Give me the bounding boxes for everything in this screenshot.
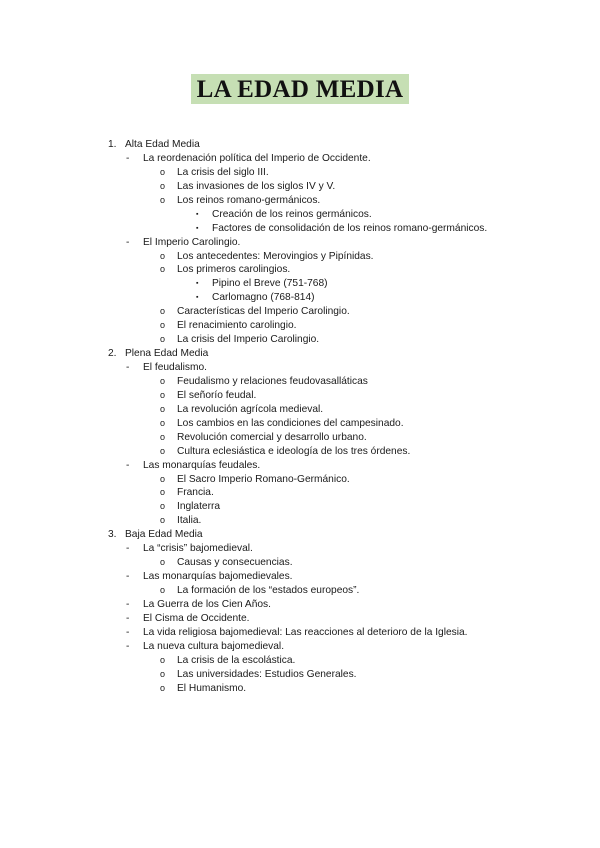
outline-subitem-marker: o — [160, 180, 166, 191]
outline-subitem-text: Italia. — [177, 515, 202, 527]
outline-subsubitem-marker: ▪ — [196, 224, 199, 232]
outline-item-text: El Imperio Carolingio. — [143, 236, 241, 248]
outline-subitem — [0, 403, 600, 417]
outline-subitem-marker: o — [160, 515, 166, 526]
outline-subsubitem-text: Pipino el Breve (751-768) — [212, 278, 328, 290]
outline-subitem — [0, 500, 600, 514]
outline-subsubitem-text: Factores de consolidación de los reinos romano-germánicos. — [212, 222, 488, 234]
outline-subsubitem-text: Carlomagno (768-814) — [212, 292, 315, 304]
outline-subitem-marker: o — [160, 417, 166, 428]
outline-item-marker: - — [126, 459, 130, 471]
outline-item — [0, 152, 600, 166]
section-heading-marker: 3. — [108, 529, 117, 541]
outline-subitem-marker: o — [160, 654, 166, 665]
outline-item-marker: - — [126, 626, 130, 638]
outline-subitem-text: La crisis del Imperio Carolingio. — [177, 334, 320, 346]
outline-subitem-marker: o — [160, 557, 166, 568]
outline-subitem-marker: o — [160, 320, 166, 331]
outline-subitem — [0, 166, 600, 180]
outline-item-text: La Guerra de los Cien Años. — [143, 598, 271, 610]
outline-subitem — [0, 445, 600, 459]
outline-item-marker: - — [126, 640, 130, 652]
outline-subitem-marker: o — [160, 585, 166, 595]
section-heading — [0, 528, 600, 542]
outline-subitem-marker: o — [160, 682, 166, 693]
outline-subsubitem-marker: ▪ — [196, 280, 199, 288]
outline-subitem-text: Las invasiones de los siglos IV y V. — [177, 180, 336, 192]
outline-subitem-text: El Sacro Imperio Romano-Germánico. — [177, 473, 350, 485]
outline-subitem-text: Características del Imperio Carolingio. — [177, 306, 350, 318]
outline-subitem-text: Cultura eclesiástica e ideología de los tres órdenes. — [177, 445, 411, 457]
outline-subitem — [0, 194, 600, 208]
outline-subitem — [0, 319, 600, 333]
outline-subitem-text: La formación de los “estados europeos”. — [177, 585, 360, 596]
outline-subitem-marker: o — [160, 166, 166, 177]
outline-item-marker: - — [126, 571, 130, 583]
outline-item-text: La reordenación política del Imperio de Occidente. — [143, 152, 371, 164]
outline-item-marker: - — [126, 362, 130, 373]
outline-subitem — [0, 333, 600, 347]
outline-subitem-marker: o — [160, 668, 166, 679]
outline-subsubitem — [0, 291, 600, 305]
outline-subitem — [0, 375, 600, 389]
outline-subitem-text: El Humanismo. — [177, 682, 247, 694]
outline-subitem-text: El señorío feudal. — [177, 389, 257, 401]
outline-subitem-text: Inglaterra — [177, 501, 221, 513]
section-heading-text: Plena Edad Media — [125, 348, 209, 360]
document-title: LA EDAD MEDIA — [191, 74, 410, 104]
outline-subitem — [0, 180, 600, 194]
outline-item — [0, 542, 600, 556]
outline-subitem-marker: o — [160, 194, 166, 205]
outline-item — [0, 236, 600, 250]
outline-subitem — [0, 682, 600, 696]
outline-subitem-marker: o — [160, 389, 166, 400]
outline-subitem-text: Revolución comercial y desarrollo urbano. — [177, 431, 367, 443]
outline-subitem — [0, 389, 600, 403]
outline-list — [0, 138, 600, 696]
outline-item-marker: - — [126, 543, 130, 555]
section-heading-marker: 2. — [108, 348, 117, 360]
outline-subitem-text: Los primeros carolingios. — [177, 264, 291, 276]
outline-subitem-marker: o — [160, 403, 166, 414]
outline-subitem-text: Feudalismo y relaciones feudovasalláticas — [177, 375, 368, 387]
outline-item-marker: - — [126, 152, 130, 164]
outline-item-text: El feudalismo. — [143, 362, 207, 373]
outline-subsubitem-marker: ▪ — [196, 210, 199, 218]
outline-subitem — [0, 654, 600, 668]
outline-subsubitem — [0, 277, 600, 291]
outline-item-marker: - — [126, 612, 130, 624]
outline-subitem-text: Los antecedentes: Merovingios y Pipínidas. — [177, 250, 374, 262]
outline-subitem — [0, 584, 600, 598]
outline-subitem-marker: o — [160, 306, 166, 317]
outline-subitem-text: Los cambios en las condiciones del campesinado. — [177, 417, 404, 429]
outline-subsubitem-text: Creación de los reinos germánicos. — [212, 208, 372, 220]
outline-subsubitem-marker: ▪ — [196, 294, 199, 302]
outline-subitem-text: Las universidades: Estudios Generales. — [177, 668, 357, 680]
title-container — [0, 74, 600, 104]
outline-item — [0, 459, 600, 473]
outline-subitem-text: La crisis del siglo III. — [177, 166, 269, 178]
outline-item — [0, 640, 600, 654]
outline-subitem — [0, 263, 600, 277]
outline-subitem — [0, 431, 600, 445]
section-heading — [0, 138, 600, 152]
outline-subsubitem — [0, 222, 600, 236]
outline-subitem-marker: o — [160, 250, 166, 261]
outline-item-marker: - — [126, 598, 130, 610]
outline-subitem — [0, 556, 600, 570]
outline-item — [0, 361, 600, 375]
outline-subitem-marker: o — [160, 375, 166, 386]
outline-subitem-text: Francia. — [177, 487, 214, 499]
outline-item-text: Las monarquías bajomedievales. — [143, 571, 293, 583]
section-heading-text: Alta Edad Media — [125, 139, 200, 150]
outline-subitem-marker: o — [160, 334, 166, 345]
outline-item-text: La nueva cultura bajomedieval. — [143, 640, 285, 652]
outline-subitem — [0, 417, 600, 431]
outline-subitem-marker: o — [160, 264, 166, 275]
outline-subitem — [0, 473, 600, 487]
outline-subitem-marker: o — [160, 501, 166, 512]
outline-subitem-text: Causas y consecuencias. — [177, 557, 293, 569]
outline-item — [0, 598, 600, 612]
outline-subitem — [0, 668, 600, 682]
outline-subitem — [0, 486, 600, 500]
outline-subitem-marker: o — [160, 487, 166, 498]
outline-item-marker: - — [126, 236, 130, 248]
outline-item-text: La vida religiosa bajomedieval: Las reacciones al deterioro de la Iglesia. — [143, 626, 468, 638]
section-heading-marker: 1. — [108, 139, 117, 150]
outline-item-text: Las monarquías feudales. — [143, 459, 261, 471]
outline-item-text: El Cisma de Occidente. — [143, 612, 250, 624]
section-heading-text: Baja Edad Media — [125, 529, 203, 541]
outline-subitem-marker: o — [160, 431, 166, 442]
outline-subitem — [0, 305, 600, 319]
outline-item — [0, 626, 600, 640]
outline-item-text: La “crisis” bajomedieval. — [143, 543, 253, 555]
outline-item — [0, 570, 600, 584]
outline-item — [0, 612, 600, 626]
outline-subitem-text: La crisis de la escolástica. — [177, 654, 296, 666]
outline-subitem-marker: o — [160, 445, 166, 456]
outline-subitem-text: La revolución agrícola medieval. — [177, 403, 324, 415]
outline-subitem-marker: o — [160, 473, 166, 484]
section-heading — [0, 347, 600, 361]
outline-subsubitem — [0, 208, 600, 222]
outline-subitem-text: Los reinos romano-germánicos. — [177, 194, 321, 206]
outline-subitem — [0, 514, 600, 528]
outline-subitem-text: El renacimiento carolingio. — [177, 320, 297, 332]
outline-subitem — [0, 250, 600, 264]
